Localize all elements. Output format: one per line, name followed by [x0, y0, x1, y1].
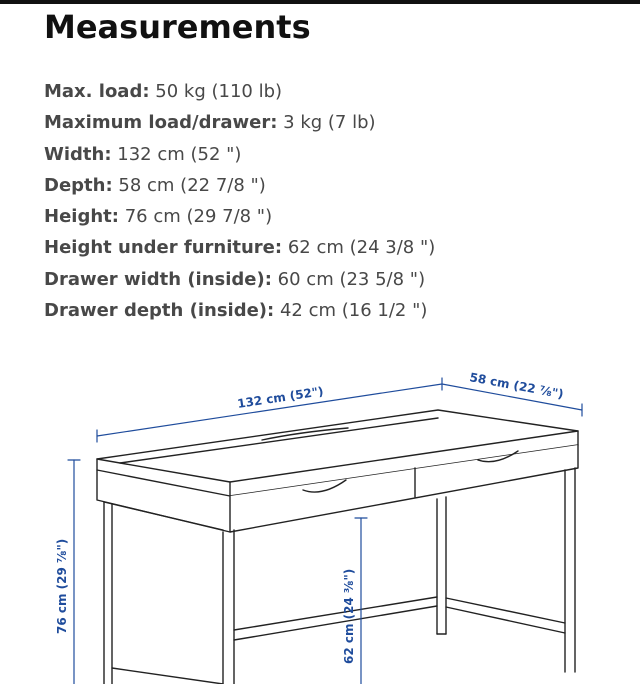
spec-value: 50 kg (110 lb) — [155, 81, 283, 102]
spec-value: 60 cm (23 5/8 ") — [277, 268, 426, 290]
measurement-list — [44, 76, 435, 326]
spec-value: 132 cm (52 ") — [117, 143, 242, 165]
leg-front-left — [223, 530, 234, 684]
leg-back-left — [104, 502, 112, 684]
spec-label: Maximum load/drawer: — [44, 112, 278, 134]
spec-row-drawer-width — [44, 264, 435, 295]
under-height-dimension-label: 62 cm (24 ⅜") — [342, 568, 356, 664]
stretcher-right — [446, 598, 565, 633]
spec-label: Height under furniture: — [44, 237, 283, 259]
top-divider — [0, 0, 640, 4]
spec-row-drawer-depth — [44, 295, 435, 326]
spec-row-height-under — [44, 232, 435, 263]
spec-row-max-load — [44, 76, 435, 107]
spec-value: 3 kg (7 lb) — [283, 112, 376, 134]
side-apron-left-bottom — [104, 502, 223, 530]
spec-value: 42 cm (16 1/2 ") — [279, 300, 428, 322]
spec-row-depth — [44, 170, 435, 201]
section-title: Measurements — [44, 8, 311, 46]
spec-row-max-load-drawer — [44, 107, 435, 138]
spec-label: Depth: — [44, 174, 113, 196]
stretcher-left — [112, 668, 223, 684]
spec-row-height — [44, 201, 435, 232]
height-dimension-label: 76 cm (29 ⅞") — [55, 538, 69, 634]
spec-label: Width: — [44, 143, 112, 165]
spec-value: 62 cm (24 3/8 ") — [287, 237, 436, 259]
leg-back-right — [437, 497, 446, 634]
spec-label: Max. load: — [44, 81, 150, 102]
spec-label: Drawer depth (inside): — [44, 300, 275, 322]
spec-label: Height: — [44, 206, 119, 228]
stretcher-back — [234, 597, 437, 640]
leg-front-right — [565, 468, 575, 672]
desk-drawing — [97, 410, 578, 684]
side-apron-left — [97, 470, 230, 532]
spec-value: 76 cm (29 7/8 ") — [124, 206, 273, 228]
depth-dimension-label: 58 cm (22 ⅞") — [468, 370, 565, 402]
spec-row-width — [44, 139, 435, 170]
spec-value: 58 cm (22 7/8 ") — [118, 174, 266, 196]
width-dimension-label: 132 cm (52") — [236, 384, 325, 411]
spec-label: Drawer width (inside): — [44, 268, 272, 290]
desk-dimension-diagram — [0, 340, 640, 684]
